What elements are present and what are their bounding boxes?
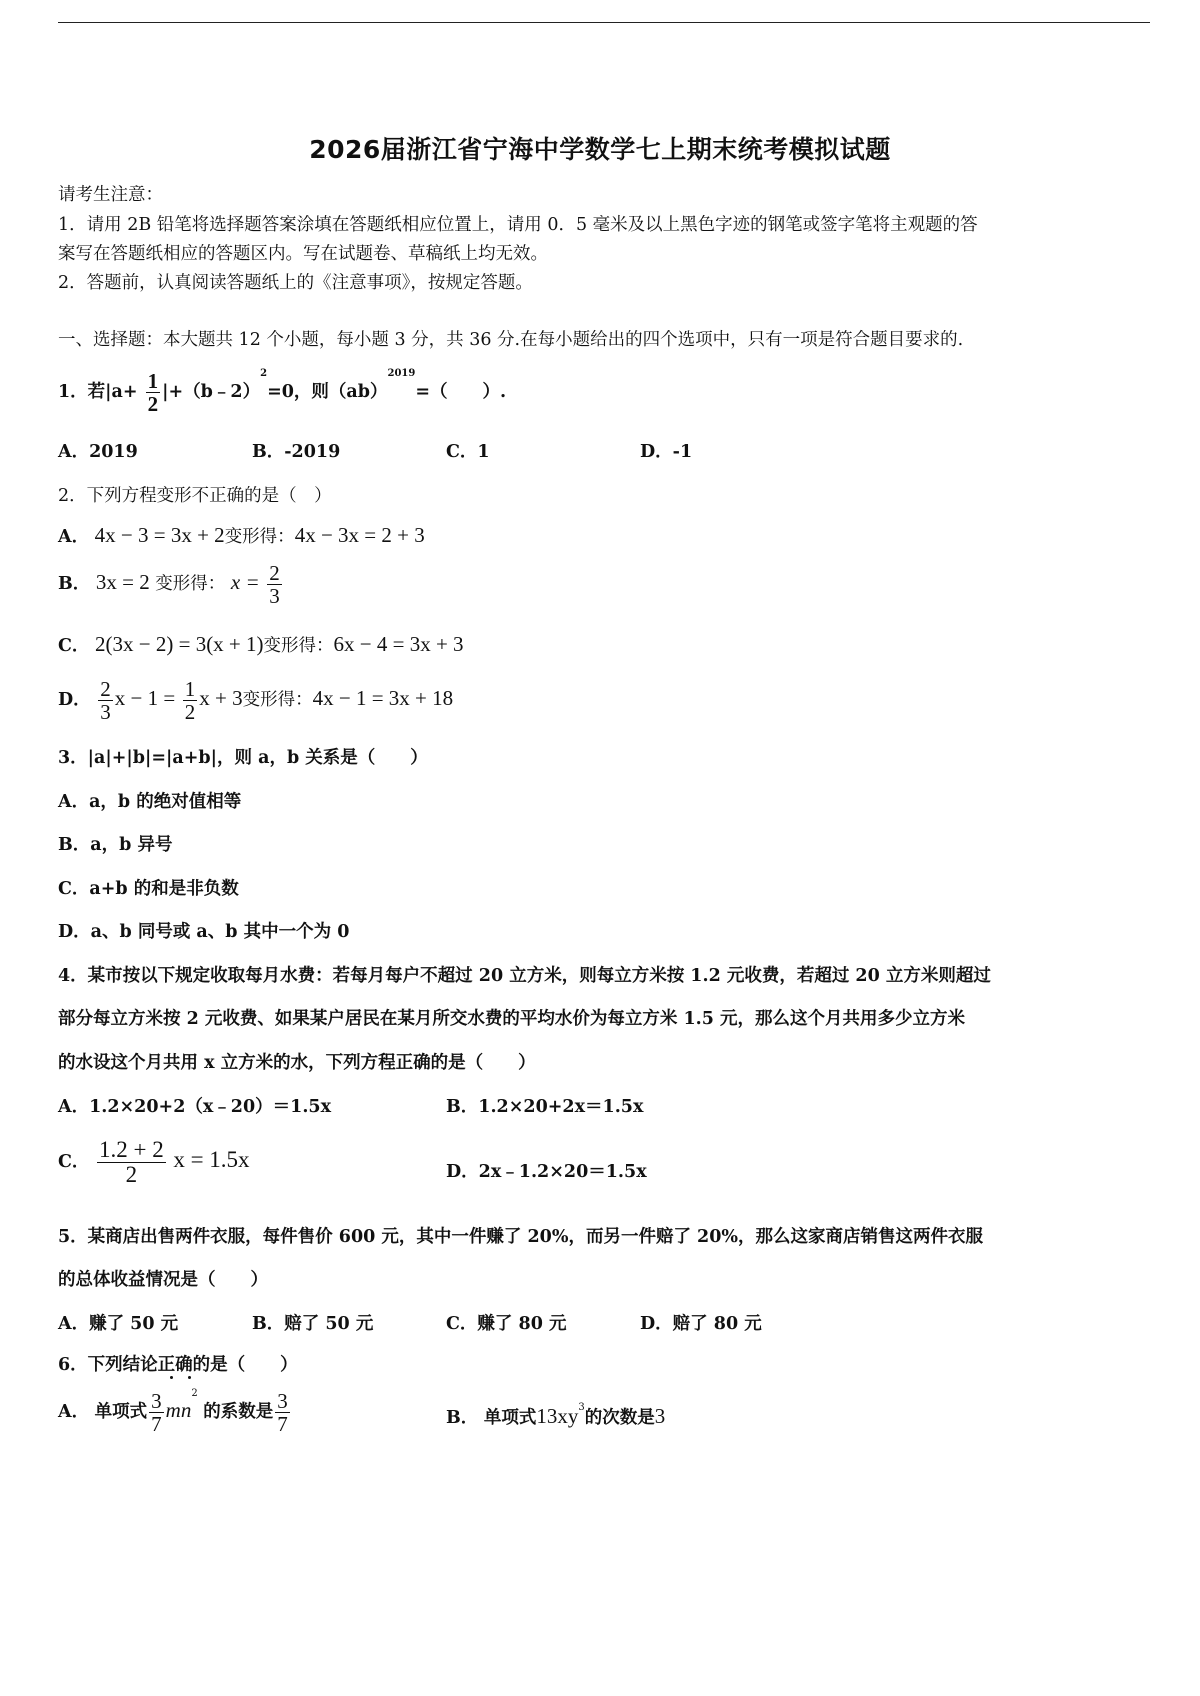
q6-a-num: 3 bbox=[151, 1389, 162, 1413]
q2-c-expr1: 2(3x − 2) = 3(x + 1) bbox=[95, 632, 264, 656]
q4-c-num: 1.2 + 2 bbox=[99, 1137, 164, 1162]
question-4-line-3: 的水设这个月共用 x 立方米的水，下列方程正确的是（ ） bbox=[58, 1053, 536, 1073]
q1-option-a: A．2019 bbox=[58, 442, 138, 462]
q6-option-a bbox=[58, 1390, 292, 1435]
q6-a-fraction bbox=[149, 1390, 164, 1435]
q1-frac-den: 2 bbox=[147, 392, 159, 417]
q1-end: =（ ）. bbox=[415, 382, 507, 403]
emphasis-dot bbox=[170, 1376, 173, 1379]
q4-option-d: D．2x﹣1.2×20＝1.5x bbox=[446, 1162, 647, 1182]
header-rule bbox=[58, 22, 1150, 23]
q6-a-text1: 单项式 bbox=[94, 1402, 148, 1423]
q4-c-label: C． bbox=[58, 1152, 90, 1173]
q2-d-tail: x + 3 bbox=[199, 686, 243, 711]
q6-a-num2: 3 bbox=[277, 1389, 288, 1413]
q1-option-c: C．1 bbox=[446, 442, 490, 462]
q2-c-text: 变形得： bbox=[263, 636, 334, 656]
notice-line-3: 2．答题前，认真阅读答题纸上的《注意事项》，按规定答题。 bbox=[58, 273, 533, 293]
q1-option-d: D．-1 bbox=[640, 442, 693, 462]
q2-c-label: C． bbox=[58, 636, 90, 656]
q2-d-fraction1 bbox=[98, 678, 113, 723]
emphasis-dot bbox=[188, 1376, 191, 1379]
q2-c-expr2: 6x − 4 = 3x + 3 bbox=[333, 632, 464, 656]
q2-d-mid: x − 1 = bbox=[114, 686, 176, 711]
q2-d-num2: 1 bbox=[184, 677, 196, 701]
q2-d-text: 变形得： bbox=[242, 690, 313, 711]
question-4-line-1: 4．某市按以下规定收取每月水费：若每月每户不超过 20 立方米，则每立方米按 1.2 元收费，若超过 20 立方米则超过 bbox=[58, 966, 991, 986]
q5-option-b: B．赔了 50 元 bbox=[252, 1314, 374, 1334]
section-heading: 一、选择题：本大题共 12 个小题，每小题 3 分，共 36 分.在每小题给出的四个选项中，只有一项是符合题目要求的. bbox=[58, 330, 964, 350]
q2-d-label: D． bbox=[58, 690, 91, 711]
q6-b-val: 3 bbox=[654, 1404, 666, 1428]
q2-d-den2: 2 bbox=[184, 700, 196, 725]
q6-a-exp: 2 bbox=[191, 1388, 198, 1399]
q5-option-a: A．赚了 50 元 bbox=[58, 1314, 179, 1334]
q2-a-text: 变形得： bbox=[224, 527, 295, 547]
q6-a-fraction2 bbox=[275, 1390, 290, 1435]
question-6-stem: 6．下列结论正确的是（ ） bbox=[58, 1355, 298, 1375]
notice-line-1: 1．请用 2B 铅笔将选择题答案涂填在答题纸相应位置上，请用 0．5 毫米及以上黑色字迹的钢笔或签字笔将主观题的答 bbox=[58, 215, 978, 235]
q3-option-b: B．a，b 异号 bbox=[58, 835, 173, 855]
q2-b-expr1: 3x = 2 bbox=[95, 570, 150, 595]
q6-a-den: 7 bbox=[151, 1412, 162, 1437]
q2-b-text: 变形得： bbox=[155, 574, 226, 595]
q6-a-text2: 的系数是 bbox=[203, 1402, 274, 1423]
q6-b-label: B． bbox=[446, 1408, 479, 1428]
q5-option-d: D．赔了 80 元 bbox=[640, 1314, 762, 1334]
page-title: 2026届浙江省宁海中学数学七上期末统考模拟试题 bbox=[309, 135, 891, 164]
q1-exp2: 2019 bbox=[387, 368, 416, 379]
q6-a-label: A． bbox=[58, 1402, 90, 1423]
q2-a-label: A． bbox=[58, 527, 90, 547]
question-2-stem: 2．下列方程变形不正确的是（ ） bbox=[58, 486, 332, 506]
q1-exp1: 2 bbox=[260, 368, 268, 379]
q6-option-b bbox=[446, 1404, 665, 1429]
q3-option-c: C．a+b 的和是非负数 bbox=[58, 879, 239, 899]
q2-b-lhs: x = bbox=[230, 570, 260, 595]
notice-line-2: 案写在答题纸相应的答题区内。写在试题卷、草稿纸上均无效。 bbox=[58, 244, 548, 264]
q2-option-b bbox=[58, 562, 284, 607]
q4-option-c bbox=[58, 1138, 250, 1187]
q2-option-c bbox=[58, 632, 464, 657]
q6-b-expr: 13xy bbox=[536, 1404, 579, 1428]
q1-mid: |+（b﹣2） bbox=[162, 382, 261, 403]
q2-d-den1: 3 bbox=[100, 700, 111, 725]
q2-option-a bbox=[58, 523, 425, 548]
q1-frac-num: 1 bbox=[147, 369, 159, 393]
q6-a-den2: 7 bbox=[277, 1412, 288, 1437]
q2-b-label: B． bbox=[58, 574, 91, 595]
q2-option-d bbox=[58, 678, 453, 723]
q2-d-num1: 2 bbox=[100, 677, 111, 701]
question-4-line-2: 部分每立方米按 2 元收费、如果某户居民在某月所交水费的平均水价为每立方米 1.5 元，那么这个月共用多少立方米 bbox=[58, 1009, 965, 1029]
q2-d-expr2: 4x − 1 = 3x + 18 bbox=[312, 686, 454, 711]
q2-d-fraction2 bbox=[183, 678, 198, 723]
q6-b-text1: 单项式 bbox=[483, 1408, 537, 1428]
q3-option-d: D．a、b 同号或 a、b 其中一个为 0 bbox=[58, 922, 350, 942]
q3-option-a: A．a，b 的绝对值相等 bbox=[58, 792, 242, 812]
q1-prefix: 1．若|a+ bbox=[58, 382, 138, 403]
q4-c-fraction bbox=[97, 1138, 166, 1187]
q4-option-a: A．1.2×20+2（x﹣20）＝1.5x bbox=[58, 1097, 332, 1117]
q1-option-b: B．-2019 bbox=[252, 442, 341, 462]
q4-c-tail: x = 1.5x bbox=[173, 1147, 250, 1173]
notice-heading: 请考生注意： bbox=[58, 185, 163, 205]
q6-b-text2: 的次数是 bbox=[584, 1408, 655, 1428]
q1-mid2: =0，则（ab） bbox=[267, 382, 388, 403]
question-5-line-2: 的总体收益情况是（ ） bbox=[58, 1270, 268, 1290]
q5-option-c: C．赚了 80 元 bbox=[446, 1314, 567, 1334]
q4-option-b: B．1.2×20+2x＝1.5x bbox=[446, 1097, 644, 1117]
q6-a-var: mn bbox=[165, 1398, 192, 1423]
q2-a-expr1: 4x − 3 = 3x + 2 bbox=[94, 523, 225, 547]
q1-fraction bbox=[146, 370, 161, 415]
q2-a-expr2: 4x − 3x = 2 + 3 bbox=[294, 523, 425, 547]
q4-c-den: 2 bbox=[125, 1162, 138, 1188]
q2-b-den: 3 bbox=[269, 584, 280, 609]
question-3-stem: 3．|a|+|b|=|a+b|，则 a，b 关系是（ ） bbox=[58, 748, 428, 768]
q2-b-num: 2 bbox=[269, 561, 280, 585]
q2-b-fraction bbox=[267, 562, 282, 607]
q6-b-exp: 3 bbox=[578, 1402, 585, 1413]
question-5-line-1: 5．某商店出售两件衣服，每件售价 600 元，其中一件赚了 20%，而另一件赔了 20%，那么这家商店销售这两件衣服 bbox=[58, 1227, 984, 1247]
question-1-stem bbox=[58, 370, 506, 415]
